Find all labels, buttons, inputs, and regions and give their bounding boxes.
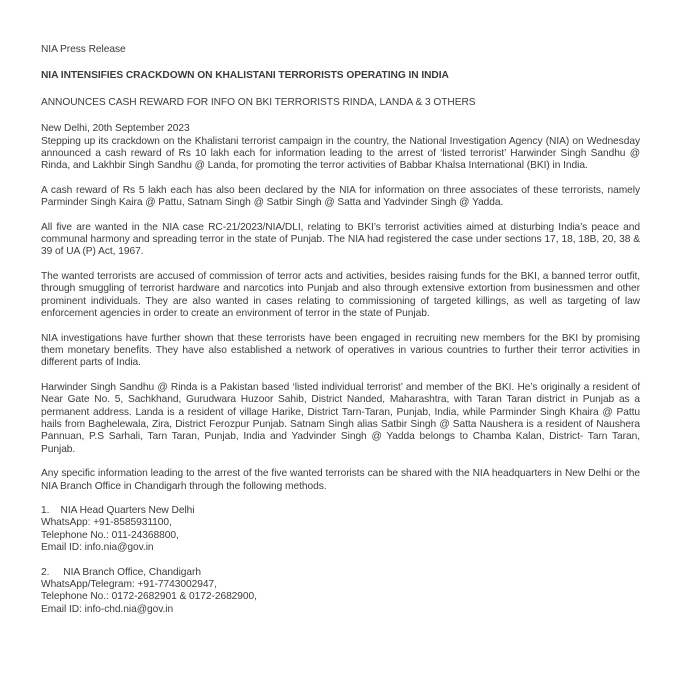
- contact-telephone: Telephone No.: 0172-2682901 & 0172-2682900,: [41, 591, 257, 603]
- press-release-title: NIA INTENSIFIES CRACKDOWN ON KHALISTANI TERRORISTS OPERATING IN INDIA: [41, 70, 449, 82]
- body-paragraph-4: The wanted terrorists are accused of commission of terror acts and activities, besides raising funds for the BKI, a banned terror outfit, through smuggling of terrorist hardware and narcotics into Punjab and also through extensive extortion from businessmen and other prominent individuals. They are also wanted in cases relating to commissioning of targeted killings, as well as targeting of law enforcement agencies in order to create an environment of terror in the state of Punjab.: [41, 270, 640, 320]
- body-paragraph-7: Any specific information leading to the arrest of the five wanted terrorists can be shared with the NIA headquarters in New Delhi or the NIA Branch Office in Chandigarh through the following methods.: [41, 468, 640, 492]
- contact-heading: 2. NIA Branch Office, Chandigarh: [41, 566, 201, 578]
- body-paragraph-6: Harwinder Singh Sandhu @ Rinda is a Pakistan based ‘listed individual terrorist’ and member of the BKI. He’s originally a resident of Near Gate No. 5, Sachkhand, Gurudwara Huzoor Sahib, District Nanded, Maharashtra, with Taran Taran district in Punjab as a permanent address. Landa is a resident of village Harike, District Tarn-Taran, Punjab, India, while Parminder Singh Khaira @ Pattu hails from Baghelewala, Zira, District Ferozpur Punjab. Satnam Singh alias Satbir Singh @ Satta Naushera is a resident of Naushera Pannuan, P.S Sarhali, Tarn Taran, Punjab, India and Yadvinder Singh @ Yadda belongs to Chamba Kalan, District- Tarn Taran, Punjab.: [41, 381, 640, 455]
- contact-whatsapp: WhatsApp: +91-8585931100,: [41, 517, 172, 529]
- body-paragraph-3: All five are wanted in the NIA case RC-21/2023/NIA/DLI, relating to BKI’s terrorist activities aimed at disturbing India’s peace and communal harmony and spreading terror in the state of Punjab. The NIA had registered the case under sections 17, 18, 18B, 20, 38 & 39 of UA (P) Act, 1967.: [41, 221, 640, 258]
- contact-whatsapp: WhatsApp/Telegram: +91-7743002947,: [41, 579, 217, 590]
- body-paragraph-2: A cash reward of Rs 5 lakh each has also been declared by the NIA for information on three associates of these terrorists, namely Parminder Singh Kaira @ Pattu, Satnam Singh @ Satbir Singh @ Satta and Yadvinder Singh @ Yadda.: [41, 184, 640, 209]
- contact-heading: 1. NIA Head Quarters New Delhi: [41, 504, 195, 516]
- body-paragraph-1: Stepping up its crackdown on the Khalistani terrorist campaign in the country, the National Investigation Agency (NIA) on Wednesday announced a cash reward of Rs 10 lakh each for information leading to the arrest of ‘listed terrorist’ Harwinder Singh Sandhu @ Rinda, and Lakhbir Singh Sandhu @ Landa, for promoting the terror activities of Babbar Khalsa International (BKI) in India.: [41, 135, 640, 172]
- body-paragraph-5: NIA investigations have further shown that these terrorists have been engaged in recruiting new members for the BKI by promising them monetary benefits. They have also established a network of operatives in various countries to further their terror activities in different parts of India.: [41, 332, 640, 369]
- press-release-kicker: NIA Press Release: [41, 44, 126, 55]
- contact-email: Email ID: info-chd.nia@gov.in: [41, 603, 174, 615]
- press-release-document: [41, 44, 640, 616]
- dateline: New Delhi, 20th September 2023: [41, 123, 190, 135]
- contact-block-hq-new-delhi: [41, 505, 640, 555]
- lead-block: [41, 123, 640, 173]
- contact-block-branch-chandigarh: [41, 567, 640, 617]
- contact-telephone: Telephone No.: 011-24368800,: [41, 529, 179, 541]
- press-release-subtitle: ANNOUNCES CASH REWARD FOR INFO ON BKI TERRORISTS RINDA, LANDA & 3 OTHERS: [41, 96, 476, 108]
- contact-email: Email ID: info.nia@gov.in: [41, 542, 154, 554]
